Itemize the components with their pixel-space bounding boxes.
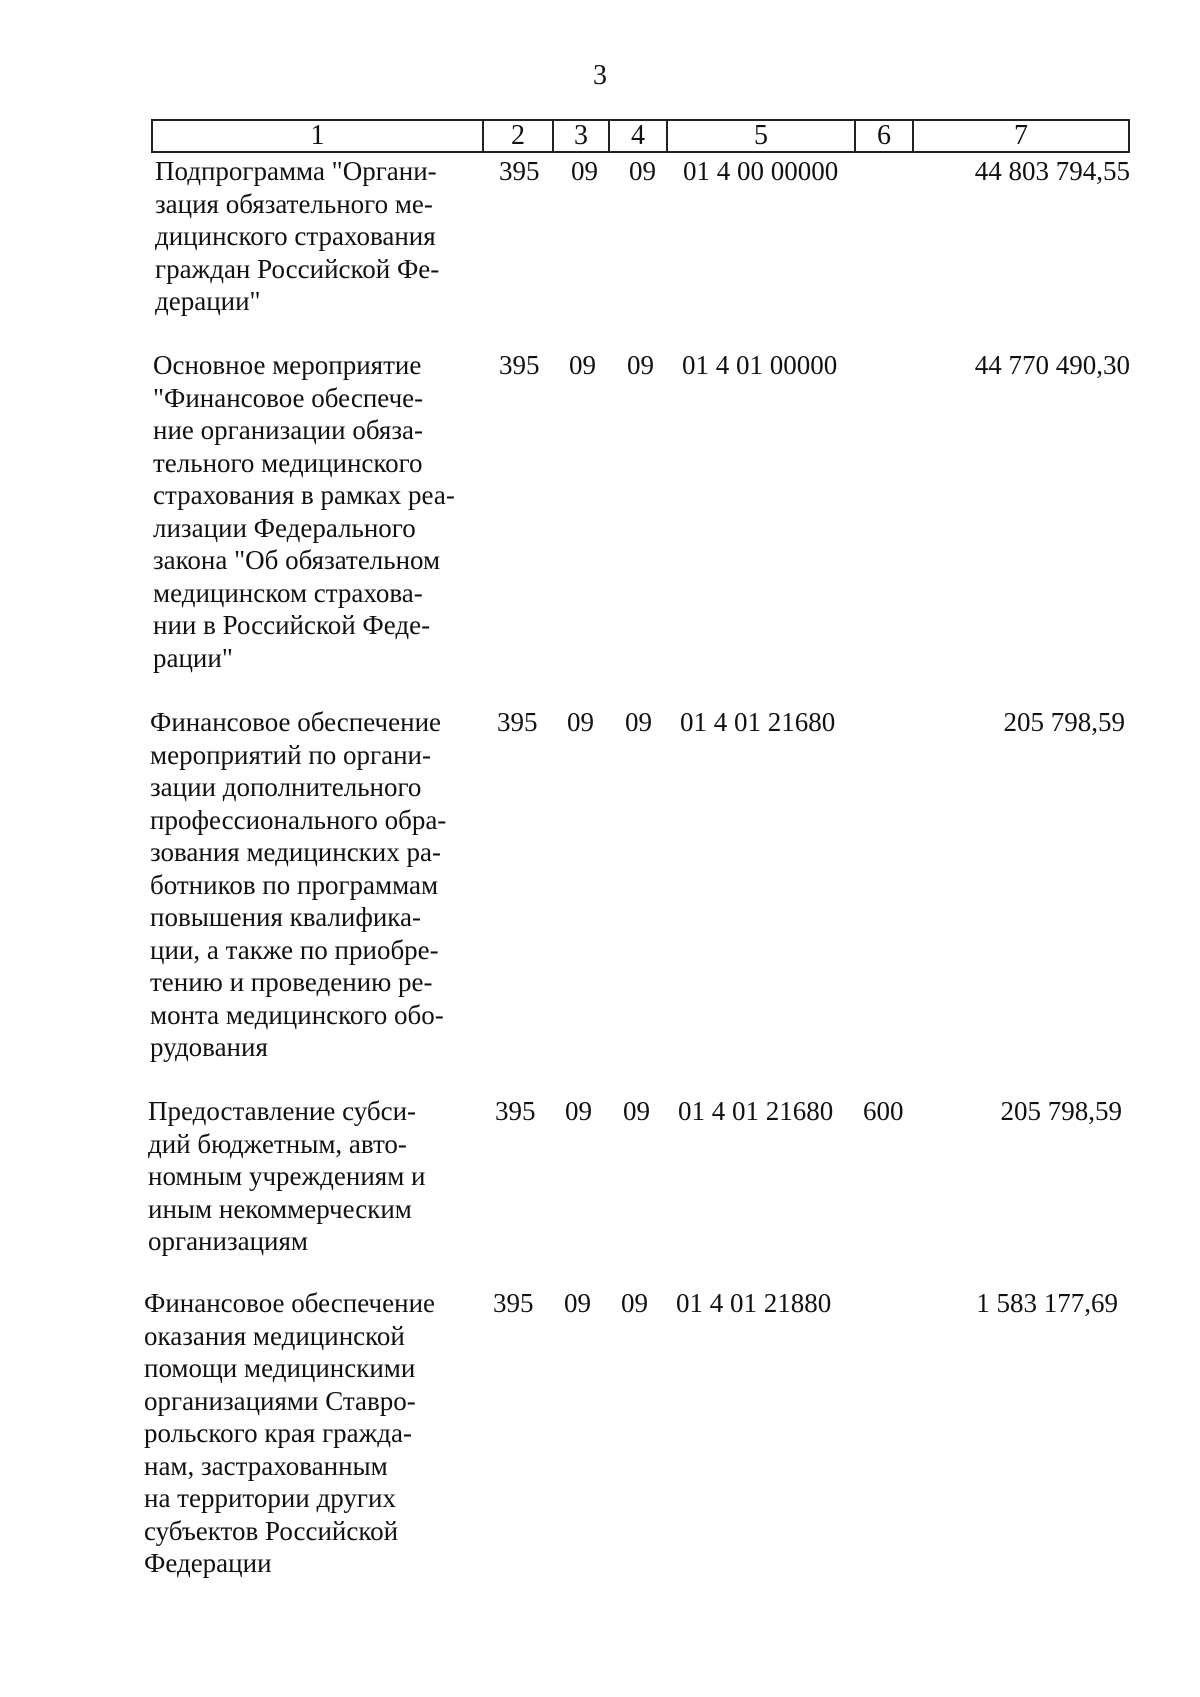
row-col-3: 09 <box>565 1096 592 1126</box>
row-col-2: 395 <box>499 156 540 186</box>
header-col-5: 5 <box>668 121 856 151</box>
header-col-3: 3 <box>554 121 610 151</box>
row-col-5: 01 4 01 21880 <box>676 1288 832 1318</box>
header-col-4: 4 <box>610 121 668 151</box>
row-col-5: 01 4 01 21680 <box>678 1096 834 1126</box>
row-col-3: 09 <box>564 1288 591 1318</box>
page-number: 3 <box>593 60 607 91</box>
row-col-4: 09 <box>621 1288 648 1318</box>
row-col-2: 395 <box>497 707 538 737</box>
row-col-5: 01 4 01 21680 <box>680 707 836 737</box>
row-col-2: 395 <box>495 1096 536 1126</box>
row-col-3: 09 <box>567 707 594 737</box>
row-col-4: 09 <box>625 707 652 737</box>
row-amount: 44 770 490,30 <box>974 350 1130 380</box>
table-header <box>151 119 1130 153</box>
row-name: Финансовое обеспечение мероприятий по органи- зации дополнительного профессионального обра- зования медицинских ра- ботников по программам повышения квалифика- ции, а также по приобре- тению и проведению ре- монта медицинского обо- рудования <box>150 707 447 1062</box>
row-col-4: 09 <box>623 1096 650 1126</box>
row-amount: 205 798,59 <box>1003 707 1125 737</box>
row-amount: 1 583 177,69 <box>976 1288 1118 1318</box>
row-col-4: 09 <box>629 156 656 186</box>
row-name: Финансовое обеспечение оказания медицинской помощи медицинскими организациями Ставро- pольского края гражда- нам, застрахованным на территории других субъектов Российской Федерации <box>144 1288 436 1578</box>
header-col-6: 6 <box>856 121 914 151</box>
row-col-3: 09 <box>569 350 596 380</box>
row-col-2: 395 <box>493 1288 534 1318</box>
row-name: Подпрограмма "Органи- зация обязательного ме- дицинского страхования граждан Российской Фе- дерации" <box>155 156 440 316</box>
row-amount: 44 803 794,55 <box>974 156 1130 186</box>
header-col-1: 1 <box>153 121 484 151</box>
row-col-4: 09 <box>627 350 654 380</box>
row-amount: 205 798,59 <box>1000 1096 1122 1126</box>
row-name: Основное мероприятие "Финансовое обеспече- ние организации обяза- тельного медицинского страхования в рамках реа- лизации Федерального закона "Об обязательном медицинском страхова- нии в Российской Феде- рации" <box>153 350 455 673</box>
row-col-6: 600 <box>863 1096 904 1126</box>
row-col-5: 01 4 00 00000 <box>683 156 839 186</box>
row-col-3: 09 <box>571 156 598 186</box>
header-col-7: 7 <box>1014 120 1028 151</box>
row-name: Предоставление субси- дий бюджетным, авто- номным учреждениям и иным некоммерческим организациям <box>148 1096 426 1256</box>
row-col-2: 395 <box>499 350 540 380</box>
header-col-2: 2 <box>484 121 554 151</box>
row-col-5: 01 4 01 00000 <box>682 350 838 380</box>
